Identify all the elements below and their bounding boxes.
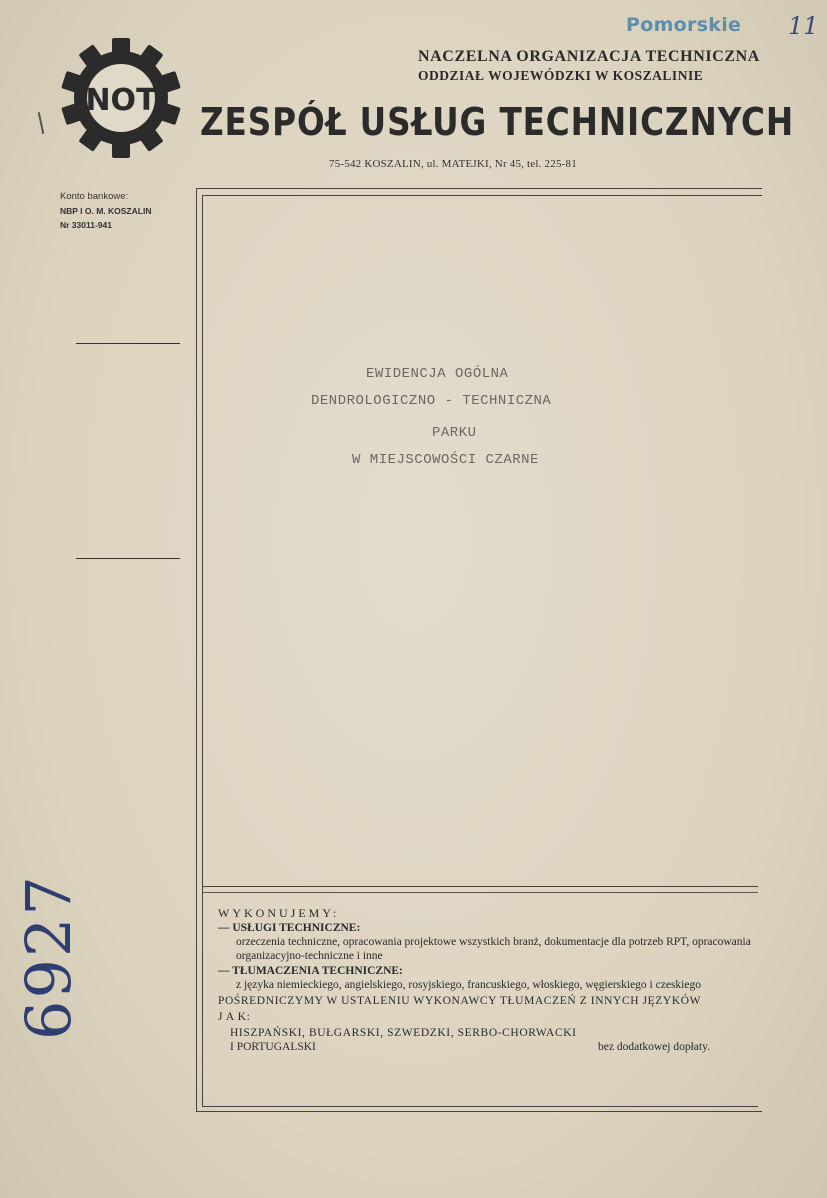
frame-rule (202, 892, 758, 893)
service-technical-desc: orzeczenia techniczne, opracowania projektowe wszystkich branż, dokumentacje dla potrzeb RPT, opracowania organizacyjno-techniczne i inne (236, 936, 751, 962)
document-title-line4: W MIEJSCOWOŚCI CZARNE (352, 452, 539, 468)
services-heading: WYKONUJEMY: (218, 906, 340, 920)
mediation-text: POŚREDNICZYMY W USTALENIU WYKONAWCY TŁUMACZEŃ Z INNYCH JĘZYKÓW (218, 995, 702, 1007)
document-title-line2: DENDROLOGICZNO - TECHNICZNA (311, 393, 552, 409)
bank-name: NBP I O. M. KOSZALIN (60, 206, 152, 216)
stamp-number: 11 (788, 12, 819, 40)
frame-rule (202, 195, 762, 196)
margin-rule (76, 558, 180, 559)
languages-line2: I PORTUGALSKI (230, 1041, 316, 1053)
frame-rule (202, 195, 203, 1106)
not-logo-icon (58, 38, 184, 158)
bank-info (60, 190, 151, 232)
company-title: ZESPÓŁ USŁUG TECHNICZNYCH (200, 100, 795, 144)
frame-rule (202, 886, 758, 887)
no-fee-note: bez dodatkowej dopłaty. (598, 1041, 710, 1053)
languages-line1: HISZPAŃSKI, BUŁGARSKI, SZWEDZKI, SERBO-CHORWACKI (230, 1027, 577, 1039)
handwritten-inventory-number: 6927 (12, 874, 85, 1040)
region-stamp: Pomorskie (626, 14, 742, 36)
company-address: 75-542 KOSZALIN, ul. MATEJKI, Nr 45, tel. 225-81 (329, 158, 577, 170)
languages-line2-row (218, 1040, 758, 1054)
service-translation-desc: z języka niemieckiego, angielskiego, rosyjskiego, francuskiego, włoskiego, węgierskiego i czeskiego (236, 979, 701, 991)
frame-rule (202, 1106, 758, 1107)
jak-label: J A K: (218, 1011, 251, 1023)
organization-branch: ODDZIAŁ WOJEWÓDZKI W KOSZALINIE (418, 68, 704, 83)
document-title-line3: PARKU (432, 425, 477, 441)
bank-account: Nr 33011-941 (60, 220, 112, 230)
service-translation-title: — TŁUMACZENIA TECHNICZNE: (218, 965, 403, 977)
document-title-line1: EWIDENCJA OGÓLNA (366, 366, 509, 382)
service-technical-title: — USŁUGI TECHNICZNE: (218, 922, 361, 934)
logo-text: NOT (85, 83, 157, 118)
margin-rule (76, 343, 180, 344)
services-block (218, 906, 758, 1054)
organization-name: NACZELNA ORGANIZACJA TECHNICZNA (418, 48, 760, 65)
bank-label: Konto bankowe: (60, 191, 129, 202)
